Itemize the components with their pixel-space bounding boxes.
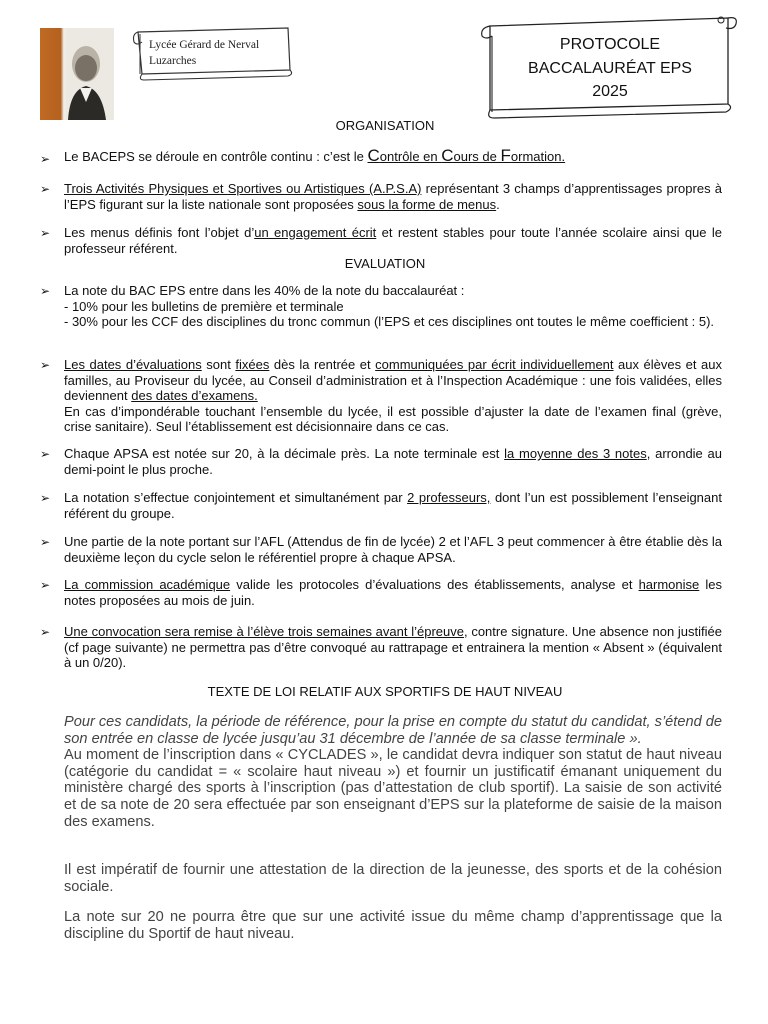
item-text: et restent stables pour toute l’année scolaire ainsi que le professeur référent.	[64, 225, 723, 256]
item-text: ontrôle en	[379, 149, 442, 164]
bullet-icon: ➢	[40, 284, 51, 298]
bullet-icon: ➢	[40, 491, 51, 505]
item-text: Le BACEPS se déroule en contrôle continu : c’est le	[64, 149, 368, 164]
item-text: valide les protocoles d’évaluations des établissements, analyse et	[230, 577, 639, 592]
item-text: sous la forme de menus	[357, 196, 497, 212]
item-text: aux élèves et aux familles, au Proviseur du lycée, au Conseil d’administration et à l’Inspection Académique : une fois validées, elles deviennent	[64, 357, 723, 403]
item-afl	[64, 534, 722, 565]
law-block-1	[64, 714, 722, 830]
portrait-drawing	[40, 28, 114, 120]
law-paragraph-1: Au moment de l’inscription dans « CYCLADES », le candidat devra indiquer son statut de haut niveau (catégorie du candidat = « scolaire haut niveau ») et fournir un justificatif émanant uniquement du ministère chargé des sports à l’inscription (pas d’attestation de club sportif). La saisie de son activité et de sa note de 20 sera effectuée par son enseignant d’EPS sur la plateforme de saisie de la maison des examens.	[64, 747, 722, 830]
item-text: La notation s’effectue conjointement et simultanément par	[64, 490, 408, 505]
school-line2: Luzarches	[149, 55, 197, 67]
bullet-icon: ➢	[40, 535, 51, 549]
item-text: En cas d’impondérable touchant l’ensemble du lycée, il est possible d’ajuster la date de l’examen final (grève, crise sanitaire). Seul l’établissement est décisionnaire dans ce cas.	[64, 403, 722, 434]
law-paragraph-3: La note sur 20 ne pourra être que sur une activité issue du même champ d’apprentissage que la discipline du Sportif de haut niveau.	[64, 909, 722, 942]
item-text: F	[500, 146, 511, 165]
school-name	[149, 37, 259, 69]
item-text: fixées	[235, 357, 270, 372]
heading-organisation: ORGANISATION	[335, 118, 435, 133]
item-text: Une partie de la note portant sur l’AFL (Attendus de fin de lycée) 2 et l’AFL 3 peut commencer à être établie dès la deuxième leçon du cycle selon le référentiel propre à chaque APSA.	[64, 534, 722, 565]
item-text: Chaque APSA est notée sur 20, à la décimale près. La note terminale est	[64, 446, 505, 461]
bullet-icon: ➢	[40, 182, 51, 196]
item-text: 2 professeurs,	[407, 490, 491, 505]
item-convocation	[64, 624, 722, 671]
bullet-icon: ➢	[40, 152, 51, 166]
item-text: La note du BAC EPS entre dans les 40% de la note du baccalauréat :	[64, 283, 465, 298]
item-text: les notes proposées au mois de juin.	[64, 577, 722, 608]
bullet-icon: ➢	[40, 578, 51, 592]
item-text: , contre signature. Une absence non justifiée (cf page suivante) ne permettra pas d’être convoqué au rattrapage et entrainera la mention « Absent » (équivalent à un 0/20).	[64, 624, 722, 670]
portrait-image	[40, 28, 114, 120]
bullet-icon: ➢	[40, 226, 51, 240]
item-text: La commission académique	[64, 577, 231, 592]
item-text: Les dates d’évaluations	[64, 357, 202, 372]
school-line1: Lycée Gérard de Nerval	[149, 39, 260, 51]
title-line1: PROTOCOLE	[559, 36, 661, 53]
bullet-icon: ➢	[40, 625, 51, 639]
law-paragraph-2: Il est impératif de fournir une attestation de la direction de la jeunesse, des sports et de la cohésion sociale.	[64, 862, 722, 895]
item-text: Trois Activités Physiques et Sportives ou Artistiques (A.P.S.A)	[64, 181, 422, 196]
item-text: communiquées par écrit individuellement	[375, 357, 614, 372]
bullet-icon: ➢	[40, 447, 51, 461]
document-title	[494, 33, 726, 104]
item-notation	[64, 490, 722, 521]
item-text: dès la rentrée et	[269, 357, 376, 372]
item-text: , arrondie au demi-point le plus proche.	[64, 446, 723, 477]
item-text: la moyenne des 3 notes	[504, 446, 647, 461]
item-dates	[64, 357, 722, 435]
title-line2: BACCALAURÉAT EPS	[528, 59, 692, 77]
item-apsa-note	[64, 446, 722, 477]
item-text: - 10% pour les bulletins de première et terminale	[64, 298, 344, 314]
heading-evaluation: EVALUATION	[344, 256, 426, 271]
item-text: harmonise	[638, 577, 700, 592]
item-text: dont l’un est possiblement l’enseignant référent du groupe.	[64, 490, 722, 521]
item-text: sont	[201, 357, 236, 372]
item-text: représentant 3 champs d’apprentissages propres à l’EPS figurant sur la liste nationale sont proposées	[64, 181, 722, 212]
item-text: ours de	[453, 149, 501, 164]
item-baceps	[64, 148, 722, 165]
item-apsa	[64, 181, 722, 212]
item-commission	[64, 577, 722, 608]
title-line3: 2025	[592, 83, 628, 100]
item-text: un engagement écrit	[254, 225, 377, 240]
item-text: Une convocation sera remise à l’élève trois semaines avant l’épreuve	[64, 624, 464, 639]
item-menus	[64, 225, 722, 256]
item-text: .	[496, 196, 500, 212]
item-text: des dates d’examens.	[131, 388, 258, 403]
item-text: C	[441, 146, 454, 165]
heading-law: TEXTE DE LOI RELATIF AUX SPORTIFS DE HAUT NIVEAU	[207, 684, 563, 699]
item-text: ormation.	[510, 149, 566, 164]
bullet-icon: ➢	[40, 358, 51, 372]
item-text: - 30% pour les CCF des disciplines du tronc commun (l’EPS et ces disciplines ont toutes le même coefficient : 5).	[64, 314, 715, 329]
law-italic-text: Pour ces candidats, la période de référence, pour la prise en compte du statut du candidat, s’étend de son entrée en classe de lycée jusqu’au 31 décembre de l’année de sa classe terminale ».	[64, 714, 722, 747]
item-note-bac	[64, 283, 722, 330]
item-text: C	[367, 146, 380, 165]
item-text: Les menus définis font l’objet d’	[64, 225, 255, 240]
